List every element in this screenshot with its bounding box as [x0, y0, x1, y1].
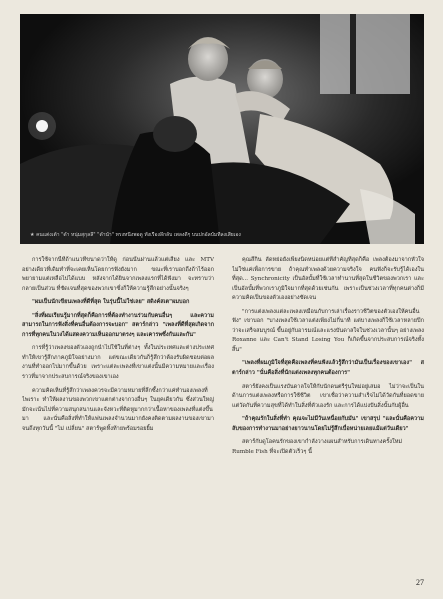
band-photo — [20, 14, 424, 244]
paragraph: สตาร์ยังคงเป็นแรงบันดาลใจให้กับนักดนตรีรุ่นใหม่อยู่เสมอ ไม่ว่าจะเป็นในด้านการแต่งเพลงหรือการใช้ชีวิต เขาเชื่อว่าความสำเร็จไม่ได้วัดกันที่ยอดขาย แต่วัดกันที่ความสุขที่ได้ทำในสิ่งที่ตัวเองรัก และการได้แบ่งปันสิ่งนั้นกับผู้อื่น — [232, 383, 424, 409]
paragraph: "ถ้าคุณรักในสิ่งที่ทำ คุณจะไม่มีวันเหนื่อยกับมัน" เขาสรุป "และนั่นคือความลับของการทำงานมาอย่างยาวนานโดยไม่รู้สึกเบื่อหน่ายเลยแม้แต่วันเดียว" — [232, 416, 424, 432]
paragraph: คุณสึกิน ลัดหย่อยังเพียงนิดหน่อยแต่ที่สำคัญที่สุดก็คือ เพลงต้องมาจากหัวใจ ไม่ใช่แค่เพื่อการขาย ถ้าคุณทำเพลงด้วยความจริงใจ คนฟังก็จะรับรู้ได้เองในที่สุด... Synchronicity เป็นอัลบั้มที่ใช้เวลาทำนานที่สุดในชีวิตของพวกเรา และเป็นอัลบั้มที่พวกเราภูมิใจมากที่สุดด้วยเช่นกัน เพราะเป็นช่วงเวลาที่ทุกคนต่างก็มีความคิดเป็นของตัวเองอย่างชัดเจน — [232, 257, 424, 302]
left-column — [22, 256, 214, 572]
paragraph: "การแต่งเพลงแต่ละเพลงเหมือนกับการเล่าเรื่องราวชีวิตของตัวเองให้คนอื่นฟัง" เขาบอก "บางเพลงใช้เวลาแต่งเพียงไม่กี่นาที แต่บางเพลงก็ใช้เวลาหลายปีกว่าจะเสร็จสมบูรณ์ ขึ้นอยู่กับอารมณ์และแรงบันดาลใจในช่วงเวลานั้นๆ อย่างเพลง Roxanne และ Can't Stand Losing You ก็เกิดขึ้นจากประสบการณ์จริงทั้งสิ้น" — [232, 308, 424, 353]
paragraph: การที่รู้ว่าเพลงของตัวเองถูกนำไปใช้ในที่ต่างๆ ทั้งในประเทศและต่างประเทศ ทำให้เขารู้สึกภาคภูมิใจอย่างมาก แต่ขณะเดียวกันก็รู้สึกว่าต้องรับผิดชอบต่อผลงานที่ทำออกไปมากขึ้นด้วย เพราะแต่ละเพลงที่เขาแต่งนั้นมีความหมายและเรื่องราวที่มาจากประสบการณ์จริงของเขาเอง — [22, 345, 214, 381]
paragraph: สตาร์กับดูโอคนรักของเขากำลังวางแผนสำหรับการเดินทางครั้งใหม่ Rumble Fish ที่จะเปิดตัวเร็วๆ นี้ — [232, 439, 403, 455]
paragraph: "เพลงที่ผมภูมิใจที่สุดคือเพลงที่คนฟังแล้วรู้สึกว่ามันเป็นเรื่องของเขาเอง" สตาร์กล่าว "นั่นคือสิ่งที่นักแต่งเพลงทุกคนต้องการ" — [232, 360, 424, 377]
right-column — [232, 256, 424, 572]
pull-quote: "ผมเป็นนักเขียนเพลงที่ดีที่สุด ในรุ่นนี้ไม่ใช่เลย" สดิงค์สเต"ผมบอก — [32, 299, 190, 306]
paragraph: การใช้จากนี้ที่ถ้าแนวที่ขนาดว่าให้ดู ก่อนนั้นผ่านแล้วแต่เสียง และ MTV อย่างเดียวที่เดิมทำที่จะเคยเห็นโดยการฟังยังมาก ขณะที่เราบอกถึงถ้าไร้ออกพยายามแต่เหลือไปได้แบบ หลังจากได้ยินจากเพลงแรกที่ได้ฟังมา จะทราบว่ากลายเป็นส่วน ที่ชัดเจนที่สุดของพวกเขาซึ่งก็ให้ความรู้สึกอย่างนั้นจริงๆ — [22, 257, 214, 292]
page-number: 27 — [416, 578, 424, 587]
paragraph: "สิ่งที่ผมเรียนรู้มากที่สุดก็คือการที่ต้องทำงานร่วมกับคนอื่นๆ และความสามารถในการฟังสิ่งที่คนอื่นต้องการจะบอก" สตาร์กล่าว "เพลงที่ดีที่สุดเกิดจากการที่ทุกคนในวงได้แสดงความเห็นออกมาตรงๆ และเคารพซึ่งกันและกัน" — [22, 312, 214, 338]
paragraph: ความคิดเห็นที่รู้สึกว่าเพลงควรจะมีความหมายที่ลึกซึ้งกว่าแค่ทำนองเพลงที่ไพเราะ ทำให้ผลงานของพวกเขาแตกต่างจากวงอื่นๆ ในยุคเดียวกัน ซึ่งส่วนใหญ่มักจะเน้นไปที่ความสนุกสนานและจังหวะที่ติดหูมากกว่าเนื้อหาของเพลงที่แต่งขึ้นมา และนั่นคือสิ่งที่ทำให้แฟนเพลงจำนวนมากยังคงติดตามผลงานของเขามาจนถึงทุกวันนี้ "ไม่ เปลี่ยน" สตาร์พูดทิ้งท้ายพร้อมรอยยิ้ม — [22, 387, 214, 432]
photo-caption: ★ คนแต่งเต้า "ดำ หนุ่มสุกุลลี" "ดำน้ำ" ทรงหนึ่งพอดู ทั้งเรื่องลึกลับ เพลงดีๆ บนปกอัลบั้มที่ลงเสียเอง — [30, 232, 241, 238]
photo-image — [20, 14, 424, 244]
